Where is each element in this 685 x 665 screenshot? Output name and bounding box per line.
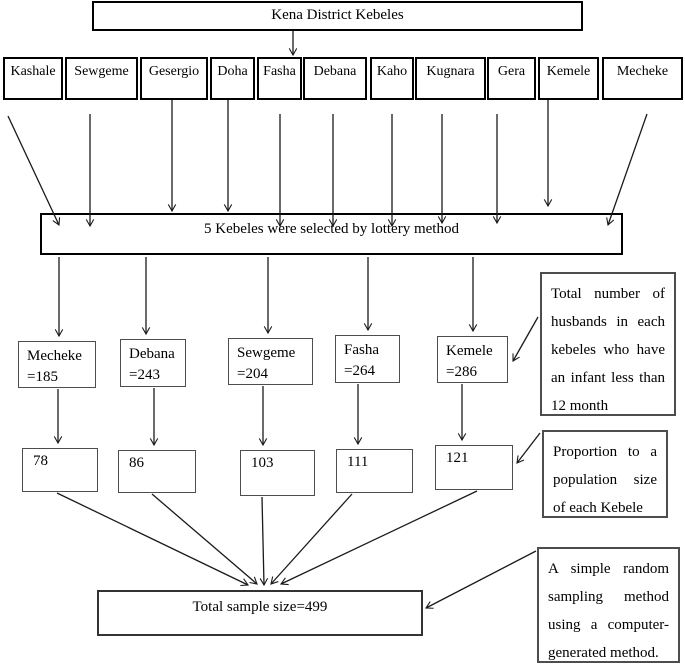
kebele-cell-gesergio: Gesergio	[140, 57, 208, 100]
total-sample-box	[97, 590, 423, 636]
note-proportion-box: Proportion to a population size of each Kebele	[542, 430, 668, 518]
proportion-box-86: 86	[118, 450, 196, 493]
proportion-box-78: 78	[22, 448, 98, 492]
lottery-selection-box	[40, 213, 623, 255]
arrow-86-to-total	[152, 494, 257, 584]
kebele-cell-kemele: Kemele	[538, 57, 599, 100]
selected-box-sewgeme	[228, 338, 313, 385]
proportion-box-111: 111	[336, 449, 413, 493]
district-title-box	[92, 1, 583, 31]
selected-value: =243	[129, 367, 160, 383]
selected-name: Mecheke	[27, 348, 82, 364]
district-title-label: Kena District Kebeles	[271, 7, 404, 23]
arrow-note-sampling-to-total	[426, 551, 536, 608]
kebele-cell-gera: Gera	[487, 57, 536, 100]
kebele-cell-sewgeme: Sewgeme	[65, 57, 138, 100]
selected-value: =204	[237, 366, 268, 382]
note-sampling-box: A simple random sampling method using a computer-generated method.	[537, 547, 680, 663]
selected-name: Fasha	[344, 342, 379, 358]
selected-box-kemele	[437, 336, 508, 383]
lottery-selection-label: 5 Kebeles were selected by lottery method	[204, 221, 459, 237]
arrow-note-husbands-to-kemele	[513, 317, 538, 361]
selected-value: =286	[446, 364, 477, 380]
total-sample-label: Total sample size=499	[192, 599, 328, 615]
kebele-cell-doha: Doha	[210, 57, 255, 100]
arrow-kashale-to-lottery	[8, 116, 59, 225]
selected-name: Kemele	[446, 343, 493, 359]
kebele-cell-debana: Debana	[303, 57, 367, 100]
selected-box-debana	[120, 339, 186, 387]
selected-name: Debana	[129, 346, 175, 362]
kebele-cell-fasha: Fasha	[257, 57, 302, 100]
arrow-121-to-total	[281, 491, 477, 584]
kebele-cell-kugnara: Kugnara	[415, 57, 486, 100]
kebele-cell-kashale: Kashale	[3, 57, 63, 100]
selected-box-fasha	[335, 335, 400, 383]
note-husbands-box: Total number of husbands in each kebeles who have an infant less than 12 month	[540, 272, 676, 416]
selected-box-mecheke	[18, 341, 96, 388]
arrow-mecheke-to-lottery	[608, 114, 647, 225]
proportion-box-121: 121	[435, 445, 513, 490]
arrow-111-to-total	[271, 494, 352, 584]
arrow-103-to-total	[262, 497, 264, 585]
proportion-box-103: 103	[240, 450, 315, 496]
selected-name: Sewgeme	[237, 345, 296, 361]
arrow-78-to-total	[57, 493, 248, 585]
arrow-note-proportion-to-121	[517, 433, 540, 463]
kebele-cell-kaho: Kaho	[370, 57, 414, 100]
selected-value: =264	[344, 363, 375, 379]
kebele-cell-mecheke: Mecheke	[602, 57, 683, 100]
selected-value: =185	[27, 369, 58, 385]
